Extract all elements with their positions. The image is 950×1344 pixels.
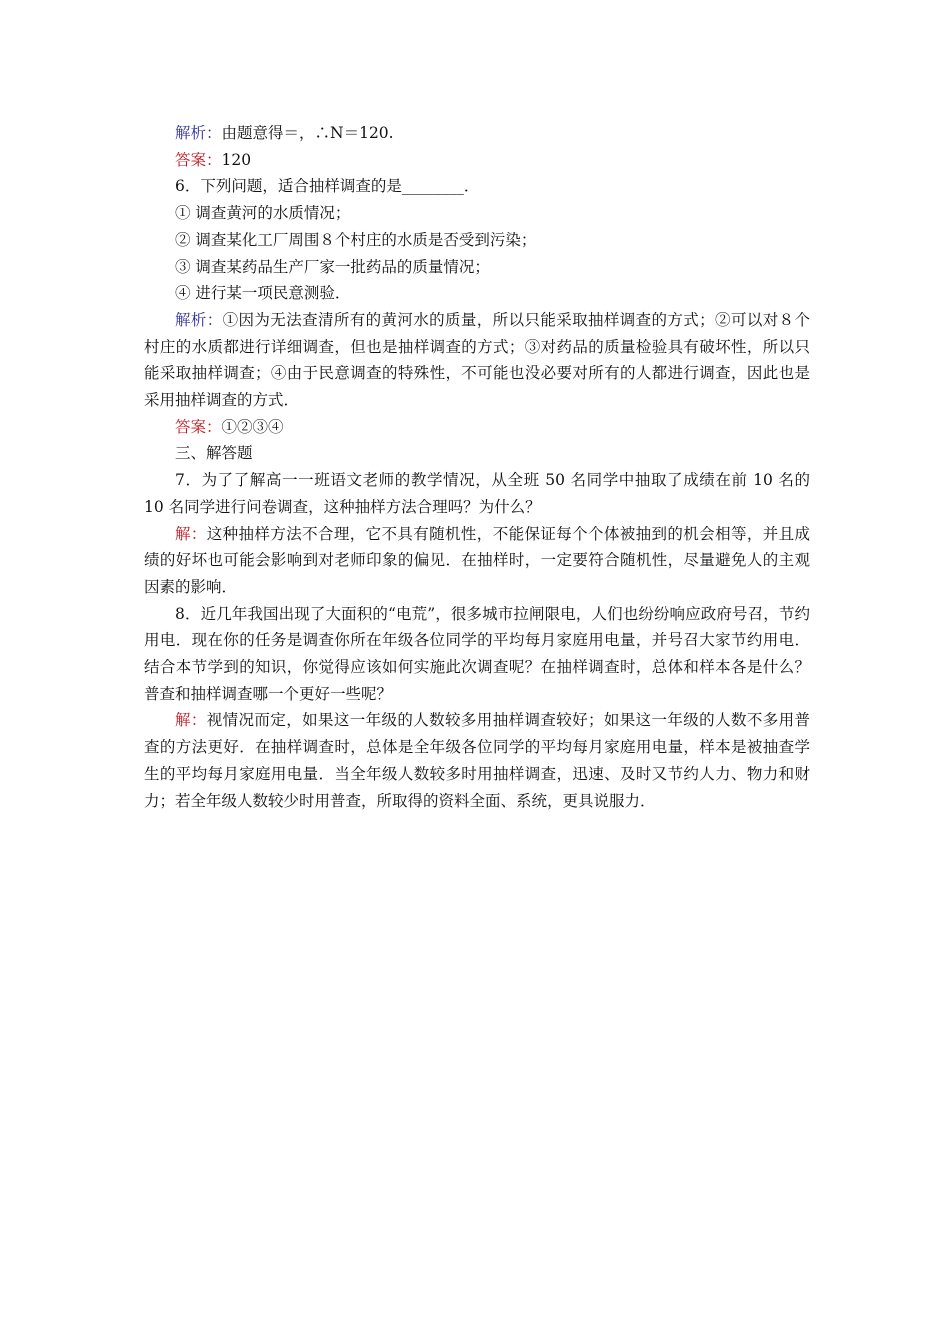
q6-question: 6．下列问题，适合抽样调查的是________． [175,177,480,196]
q7-solution [144,521,810,601]
solution-text: 这种抽样方法不合理，它不具有随机性，不能保证每个个体被抽到的机会相等，并且成绩的好坏也可能会影响到对老师印象的偏见．在抽样时，一定要符合随机性，尽量避免人的主观因素的影响． [144,524,810,596]
solution-label: 解： [175,711,207,730]
q5-answer [144,147,810,174]
analysis-text: 由题意得＝，∴N＝120. [221,124,394,142]
q6-answer [144,414,810,441]
q6-analysis [144,307,810,414]
analysis-label: 解析： [175,124,222,142]
q6-option-3: ③ 调查某药品生产厂家一批药品的质量情况； [175,257,490,276]
answer-label: 答案： [175,417,222,436]
q5-analysis [144,120,810,147]
q8-question: 8．近几年我国出现了大面积的“电荒”，很多城市拉闸限电，人们也纷纷响应政府号召，节约用电．现在你的任务是调查你所在年级各位同学的平均每月家庭用电量，并号召大家节约用电．结合本节学到的知识，你觉得应该如何实施此次调查呢？在抽样调查时，总体和样本各是什么？普查和抽样调查哪一个更好一些呢？ [144,604,810,703]
q6-option-2: ② 调查某化工厂周围８个村庄的水质是否受到污染； [175,230,537,249]
solution-text: 视情况而定，如果这一年级的人数较多用抽样调查较好；如果这一年级的人数不多用普查的方法更好．在抽样调查时，总体是全年级各位同学的平均每月家庭用电量，样本是被抽查学生的平均每月家庭用电量．当全年级人数较多时用抽样调查，迅速、及时又节约人力、物力和财力；若全年级人数较少时用普查，所取得的资料全面、系统，更具说服力． [144,711,810,810]
q6-option-1: ① 调查黄河的水质情况； [175,204,351,223]
analysis-label: 解析： [175,310,223,329]
q7-question: 7．为了了解高一一班语文老师的教学情况，从全班 50 名同学中抽取了成绩在前 10 名的 10 名同学进行问卷调查，这种抽样方法合理吗？为什么？ [144,471,810,516]
analysis-text: ①因为无法查清所有的黄河水的质量，所以只能采取抽样调查的方式；②可以对８个村庄的水质都进行详细调查，但也是抽样调查的方式；③对药品的质量检验具有破坏性，所以只能采取抽样调查；④由于民意调查的特殊性，不可能也没必要对所有的人都进行调查，因此也是采用抽样调查的方式． [144,310,810,410]
answer-text: 120 [221,150,252,169]
section-heading: 三、解答题 [175,444,253,463]
q8-solution [144,707,810,814]
solution-label: 解： [175,524,207,543]
q6-option-4: ④ 进行某一项民意测验． [175,284,351,303]
answer-label: 答案： [175,150,222,169]
document-page [144,120,810,814]
answer-text: ①②③④ [221,417,284,436]
